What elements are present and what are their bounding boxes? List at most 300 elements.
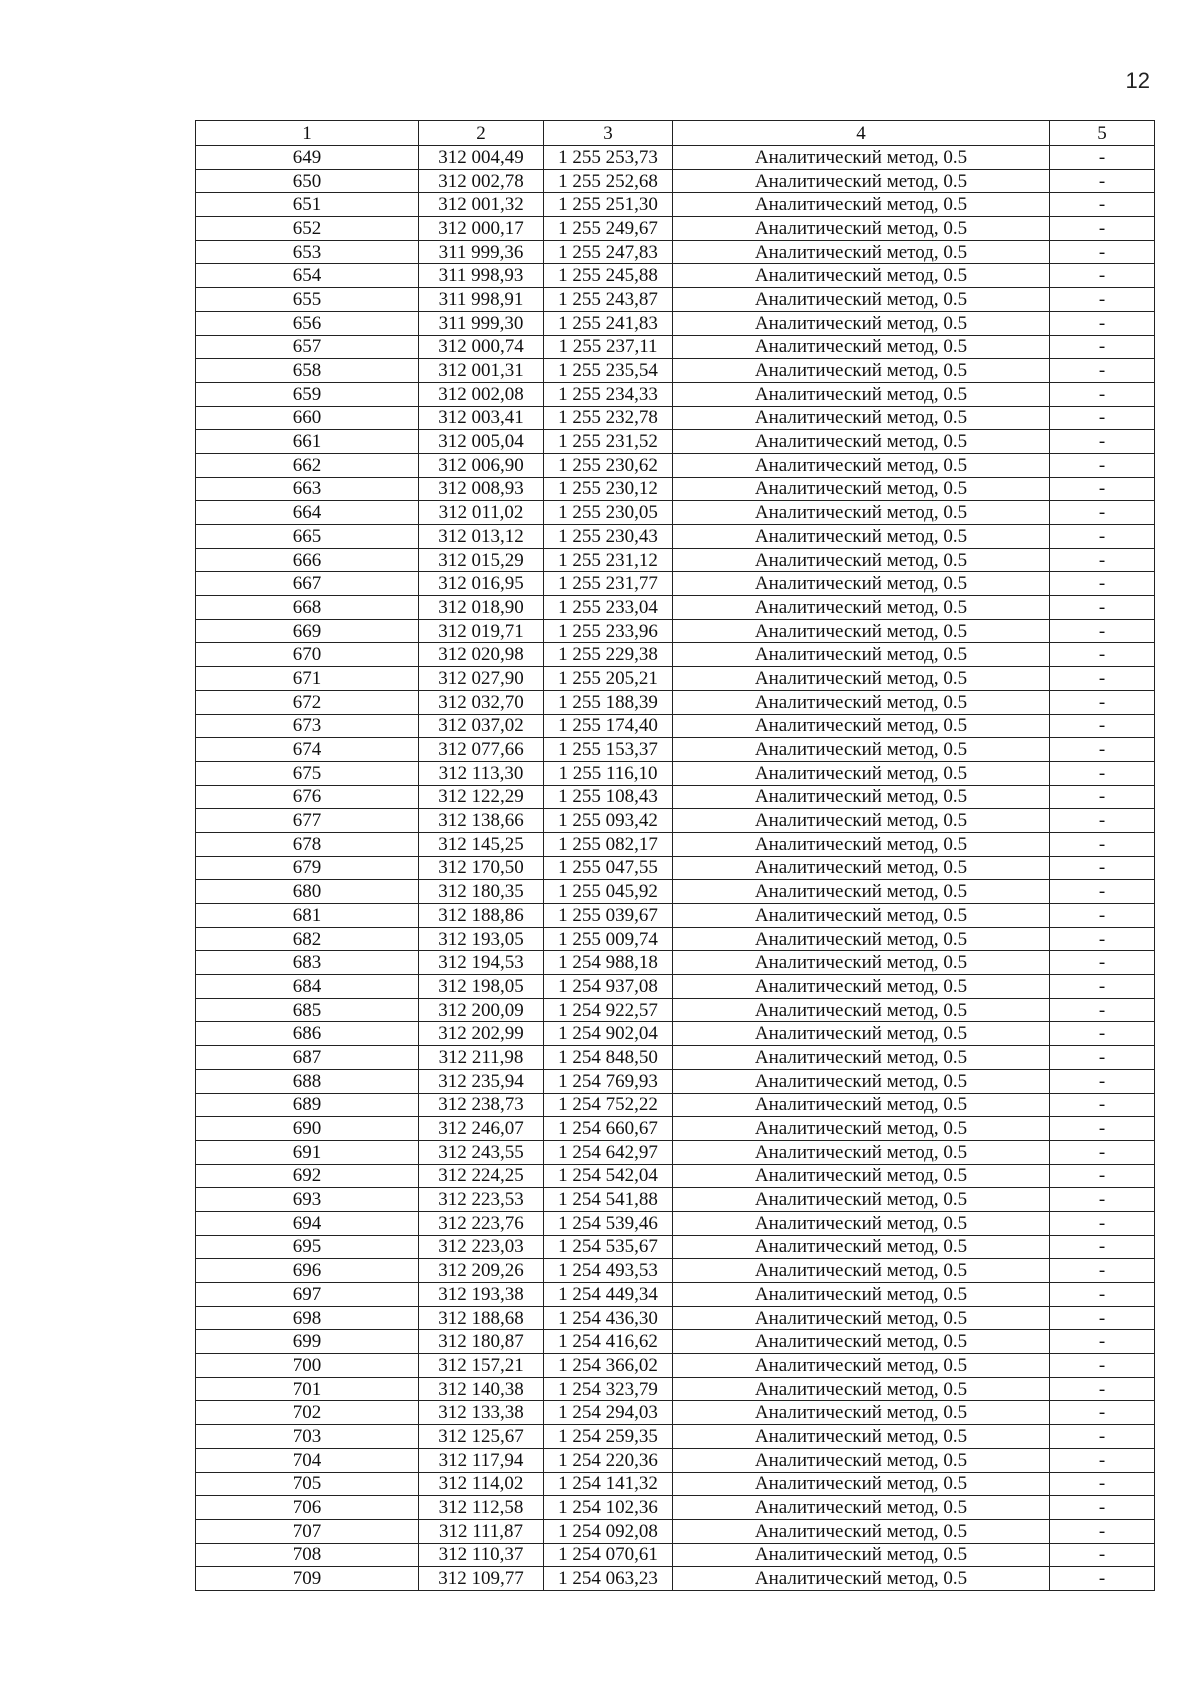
x-coordinate-cell: 312 112,58 [419, 1496, 544, 1520]
point-number-cell: 708 [196, 1543, 419, 1567]
method-cell: Аналитический метод, 0.5 [673, 1425, 1050, 1449]
table-row [196, 761, 1155, 785]
table-row [196, 453, 1155, 477]
x-coordinate-cell: 312 133,38 [419, 1401, 544, 1425]
y-coordinate-cell: 1 254 141,32 [544, 1472, 673, 1496]
x-coordinate-cell: 312 188,86 [419, 904, 544, 928]
note-cell: - [1050, 1235, 1155, 1259]
note-cell: - [1050, 146, 1155, 170]
x-coordinate-cell: 312 032,70 [419, 690, 544, 714]
method-cell: Аналитический метод, 0.5 [673, 335, 1050, 359]
x-coordinate-cell: 312 001,32 [419, 193, 544, 217]
point-number-cell: 655 [196, 288, 419, 312]
y-coordinate-cell: 1 254 259,35 [544, 1425, 673, 1449]
table-row [196, 1354, 1155, 1378]
note-cell: - [1050, 1330, 1155, 1354]
table-row [196, 998, 1155, 1022]
y-coordinate-cell: 1 255 039,67 [544, 904, 673, 928]
x-coordinate-cell: 312 138,66 [419, 809, 544, 833]
point-number-cell: 667 [196, 572, 419, 596]
y-coordinate-cell: 1 255 230,62 [544, 453, 673, 477]
method-cell: Аналитический метод, 0.5 [673, 1401, 1050, 1425]
x-coordinate-cell: 312 235,94 [419, 1069, 544, 1093]
note-cell: - [1050, 832, 1155, 856]
method-cell: Аналитический метод, 0.5 [673, 264, 1050, 288]
point-number-cell: 696 [196, 1259, 419, 1283]
point-number-cell: 699 [196, 1330, 419, 1354]
x-coordinate-cell: 312 000,74 [419, 335, 544, 359]
method-cell: Аналитический метод, 0.5 [673, 619, 1050, 643]
point-number-cell: 670 [196, 643, 419, 667]
note-cell: - [1050, 1306, 1155, 1330]
x-coordinate-cell: 312 202,99 [419, 1022, 544, 1046]
table-row [196, 1519, 1155, 1543]
table-row [196, 146, 1155, 170]
table-row [196, 809, 1155, 833]
x-coordinate-cell: 312 002,78 [419, 169, 544, 193]
y-coordinate-cell: 1 255 174,40 [544, 714, 673, 738]
method-cell: Аналитический метод, 0.5 [673, 927, 1050, 951]
table-row [196, 951, 1155, 975]
method-cell: Аналитический метод, 0.5 [673, 406, 1050, 430]
table-row [196, 359, 1155, 383]
point-number-cell: 697 [196, 1283, 419, 1307]
note-cell: - [1050, 477, 1155, 501]
note-cell: - [1050, 904, 1155, 928]
coordinates-table [195, 120, 1155, 1591]
y-coordinate-cell: 1 255 108,43 [544, 785, 673, 809]
method-cell: Аналитический метод, 0.5 [673, 1567, 1050, 1591]
point-number-cell: 664 [196, 501, 419, 525]
point-number-cell: 692 [196, 1164, 419, 1188]
note-cell: - [1050, 382, 1155, 406]
y-coordinate-cell: 1 255 231,12 [544, 548, 673, 572]
method-cell: Аналитический метод, 0.5 [673, 1140, 1050, 1164]
y-coordinate-cell: 1 254 660,67 [544, 1117, 673, 1141]
y-coordinate-cell: 1 254 539,46 [544, 1211, 673, 1235]
point-number-cell: 649 [196, 146, 419, 170]
table-row [196, 1140, 1155, 1164]
note-cell: - [1050, 1519, 1155, 1543]
x-coordinate-cell: 312 125,67 [419, 1425, 544, 1449]
column-header-5: 5 [1050, 121, 1155, 146]
note-cell: - [1050, 240, 1155, 264]
column-header-1: 1 [196, 121, 419, 146]
point-number-cell: 653 [196, 240, 419, 264]
y-coordinate-cell: 1 255 009,74 [544, 927, 673, 951]
x-coordinate-cell: 312 117,94 [419, 1448, 544, 1472]
note-cell: - [1050, 714, 1155, 738]
x-coordinate-cell: 312 004,49 [419, 146, 544, 170]
note-cell: - [1050, 193, 1155, 217]
table-row [196, 1164, 1155, 1188]
table-row [196, 1259, 1155, 1283]
x-coordinate-cell: 312 037,02 [419, 714, 544, 738]
point-number-cell: 650 [196, 169, 419, 193]
note-cell: - [1050, 501, 1155, 525]
table-row [196, 785, 1155, 809]
note-cell: - [1050, 1069, 1155, 1093]
method-cell: Аналитический метод, 0.5 [673, 169, 1050, 193]
point-number-cell: 658 [196, 359, 419, 383]
y-coordinate-cell: 1 255 235,54 [544, 359, 673, 383]
table-row [196, 217, 1155, 241]
x-coordinate-cell: 312 194,53 [419, 951, 544, 975]
method-cell: Аналитический метод, 0.5 [673, 311, 1050, 335]
y-coordinate-cell: 1 255 153,37 [544, 738, 673, 762]
x-coordinate-cell: 312 223,76 [419, 1211, 544, 1235]
table-row [196, 264, 1155, 288]
y-coordinate-cell: 1 254 535,67 [544, 1235, 673, 1259]
method-cell: Аналитический метод, 0.5 [673, 572, 1050, 596]
point-number-cell: 672 [196, 690, 419, 714]
x-coordinate-cell: 312 000,17 [419, 217, 544, 241]
method-cell: Аналитический метод, 0.5 [673, 690, 1050, 714]
method-cell: Аналитический метод, 0.5 [673, 1259, 1050, 1283]
method-cell: Аналитический метод, 0.5 [673, 951, 1050, 975]
y-coordinate-cell: 1 254 220,36 [544, 1448, 673, 1472]
point-number-cell: 681 [196, 904, 419, 928]
point-number-cell: 677 [196, 809, 419, 833]
note-cell: - [1050, 1093, 1155, 1117]
y-coordinate-cell: 1 254 988,18 [544, 951, 673, 975]
y-coordinate-cell: 1 255 245,88 [544, 264, 673, 288]
table-row [196, 382, 1155, 406]
method-cell: Аналитический метод, 0.5 [673, 975, 1050, 999]
y-coordinate-cell: 1 255 234,33 [544, 382, 673, 406]
y-coordinate-cell: 1 255 241,83 [544, 311, 673, 335]
method-cell: Аналитический метод, 0.5 [673, 193, 1050, 217]
x-coordinate-cell: 312 011,02 [419, 501, 544, 525]
method-cell: Аналитический метод, 0.5 [673, 1472, 1050, 1496]
y-coordinate-cell: 1 254 542,04 [544, 1164, 673, 1188]
table-row [196, 1188, 1155, 1212]
point-number-cell: 689 [196, 1093, 419, 1117]
x-coordinate-cell: 312 114,02 [419, 1472, 544, 1496]
note-cell: - [1050, 359, 1155, 383]
y-coordinate-cell: 1 254 541,88 [544, 1188, 673, 1212]
y-coordinate-cell: 1 254 752,22 [544, 1093, 673, 1117]
y-coordinate-cell: 1 254 449,34 [544, 1283, 673, 1307]
x-coordinate-cell: 312 170,50 [419, 856, 544, 880]
point-number-cell: 671 [196, 667, 419, 691]
note-cell: - [1050, 1377, 1155, 1401]
x-coordinate-cell: 311 998,93 [419, 264, 544, 288]
note-cell: - [1050, 1543, 1155, 1567]
x-coordinate-cell: 312 224,25 [419, 1164, 544, 1188]
table-row [196, 832, 1155, 856]
point-number-cell: 669 [196, 619, 419, 643]
y-coordinate-cell: 1 255 093,42 [544, 809, 673, 833]
point-number-cell: 695 [196, 1235, 419, 1259]
point-number-cell: 702 [196, 1401, 419, 1425]
point-number-cell: 675 [196, 761, 419, 785]
method-cell: Аналитический метод, 0.5 [673, 1496, 1050, 1520]
method-cell: Аналитический метод, 0.5 [673, 596, 1050, 620]
method-cell: Аналитический метод, 0.5 [673, 1306, 1050, 1330]
point-number-cell: 666 [196, 548, 419, 572]
y-coordinate-cell: 1 254 063,23 [544, 1567, 673, 1591]
method-cell: Аналитический метод, 0.5 [673, 714, 1050, 738]
method-cell: Аналитический метод, 0.5 [673, 1283, 1050, 1307]
note-cell: - [1050, 761, 1155, 785]
point-number-cell: 661 [196, 430, 419, 454]
table-row [196, 525, 1155, 549]
table-row [196, 1306, 1155, 1330]
note-cell: - [1050, 453, 1155, 477]
method-cell: Аналитический метод, 0.5 [673, 738, 1050, 762]
note-cell: - [1050, 1140, 1155, 1164]
note-cell: - [1050, 1283, 1155, 1307]
x-coordinate-cell: 312 223,03 [419, 1235, 544, 1259]
table-row [196, 288, 1155, 312]
y-coordinate-cell: 1 255 253,73 [544, 146, 673, 170]
table-row [196, 193, 1155, 217]
y-coordinate-cell: 1 254 070,61 [544, 1543, 673, 1567]
point-number-cell: 678 [196, 832, 419, 856]
x-coordinate-cell: 312 223,53 [419, 1188, 544, 1212]
table-row [196, 643, 1155, 667]
table-row [196, 1496, 1155, 1520]
method-cell: Аналитический метод, 0.5 [673, 856, 1050, 880]
x-coordinate-cell: 312 020,98 [419, 643, 544, 667]
method-cell: Аналитический метод, 0.5 [673, 1235, 1050, 1259]
table-row [196, 477, 1155, 501]
point-number-cell: 668 [196, 596, 419, 620]
table-row [196, 1567, 1155, 1591]
method-cell: Аналитический метод, 0.5 [673, 240, 1050, 264]
x-coordinate-cell: 312 003,41 [419, 406, 544, 430]
method-cell: Аналитический метод, 0.5 [673, 1164, 1050, 1188]
table-row [196, 430, 1155, 454]
page-number: 12 [1125, 68, 1150, 93]
table-row [196, 1235, 1155, 1259]
x-coordinate-cell: 312 111,87 [419, 1519, 544, 1543]
note-cell: - [1050, 643, 1155, 667]
point-number-cell: 700 [196, 1354, 419, 1378]
x-coordinate-cell: 312 122,29 [419, 785, 544, 809]
point-number-cell: 709 [196, 1567, 419, 1591]
x-coordinate-cell: 312 002,08 [419, 382, 544, 406]
table-header [196, 121, 1155, 146]
x-coordinate-cell: 311 999,36 [419, 240, 544, 264]
table-row [196, 1211, 1155, 1235]
table-row [196, 169, 1155, 193]
y-coordinate-cell: 1 254 642,97 [544, 1140, 673, 1164]
note-cell: - [1050, 572, 1155, 596]
table-row [196, 1425, 1155, 1449]
point-number-cell: 682 [196, 927, 419, 951]
point-number-cell: 657 [196, 335, 419, 359]
note-cell: - [1050, 1354, 1155, 1378]
table-row [196, 856, 1155, 880]
method-cell: Аналитический метод, 0.5 [673, 761, 1050, 785]
y-coordinate-cell: 1 254 902,04 [544, 1022, 673, 1046]
y-coordinate-cell: 1 255 188,39 [544, 690, 673, 714]
table-row [196, 904, 1155, 928]
point-number-cell: 683 [196, 951, 419, 975]
note-cell: - [1050, 975, 1155, 999]
note-cell: - [1050, 1425, 1155, 1449]
note-cell: - [1050, 1022, 1155, 1046]
table-row [196, 501, 1155, 525]
x-coordinate-cell: 312 001,31 [419, 359, 544, 383]
x-coordinate-cell: 312 243,55 [419, 1140, 544, 1164]
method-cell: Аналитический метод, 0.5 [673, 548, 1050, 572]
y-coordinate-cell: 1 255 116,10 [544, 761, 673, 785]
table-row [196, 1046, 1155, 1070]
table-row [196, 619, 1155, 643]
y-coordinate-cell: 1 255 045,92 [544, 880, 673, 904]
x-coordinate-cell: 312 140,38 [419, 1377, 544, 1401]
table-row [196, 1117, 1155, 1141]
y-coordinate-cell: 1 255 249,67 [544, 217, 673, 241]
point-number-cell: 688 [196, 1069, 419, 1093]
point-number-cell: 706 [196, 1496, 419, 1520]
y-coordinate-cell: 1 254 922,57 [544, 998, 673, 1022]
method-cell: Аналитический метод, 0.5 [673, 809, 1050, 833]
method-cell: Аналитический метод, 0.5 [673, 288, 1050, 312]
note-cell: - [1050, 406, 1155, 430]
y-coordinate-cell: 1 255 232,78 [544, 406, 673, 430]
table-row [196, 927, 1155, 951]
x-coordinate-cell: 312 180,35 [419, 880, 544, 904]
y-coordinate-cell: 1 255 082,17 [544, 832, 673, 856]
method-cell: Аналитический метод, 0.5 [673, 785, 1050, 809]
y-coordinate-cell: 1 254 323,79 [544, 1377, 673, 1401]
x-coordinate-cell: 312 246,07 [419, 1117, 544, 1141]
table-row [196, 335, 1155, 359]
y-coordinate-cell: 1 255 252,68 [544, 169, 673, 193]
x-coordinate-cell: 312 019,71 [419, 619, 544, 643]
note-cell: - [1050, 311, 1155, 335]
table-row [196, 1069, 1155, 1093]
note-cell: - [1050, 1164, 1155, 1188]
column-header-3: 3 [544, 121, 673, 146]
x-coordinate-cell: 312 013,12 [419, 525, 544, 549]
x-coordinate-cell: 312 077,66 [419, 738, 544, 762]
point-number-cell: 680 [196, 880, 419, 904]
y-coordinate-cell: 1 255 243,87 [544, 288, 673, 312]
note-cell: - [1050, 951, 1155, 975]
note-cell: - [1050, 667, 1155, 691]
note-cell: - [1050, 1448, 1155, 1472]
point-number-cell: 684 [196, 975, 419, 999]
method-cell: Аналитический метод, 0.5 [673, 832, 1050, 856]
method-cell: Аналитический метод, 0.5 [673, 1377, 1050, 1401]
note-cell: - [1050, 525, 1155, 549]
table-row [196, 1093, 1155, 1117]
x-coordinate-cell: 312 238,73 [419, 1093, 544, 1117]
point-number-cell: 679 [196, 856, 419, 880]
point-number-cell: 693 [196, 1188, 419, 1212]
table-row [196, 714, 1155, 738]
x-coordinate-cell: 312 005,04 [419, 430, 544, 454]
table-row [196, 1448, 1155, 1472]
note-cell: - [1050, 785, 1155, 809]
x-coordinate-cell: 312 198,05 [419, 975, 544, 999]
x-coordinate-cell: 312 193,38 [419, 1283, 544, 1307]
x-coordinate-cell: 312 211,98 [419, 1046, 544, 1070]
method-cell: Аналитический метод, 0.5 [673, 1093, 1050, 1117]
table-row [196, 880, 1155, 904]
method-cell: Аналитический метод, 0.5 [673, 1046, 1050, 1070]
point-number-cell: 652 [196, 217, 419, 241]
x-coordinate-cell: 312 110,37 [419, 1543, 544, 1567]
y-coordinate-cell: 1 255 237,11 [544, 335, 673, 359]
point-number-cell: 674 [196, 738, 419, 762]
x-coordinate-cell: 312 200,09 [419, 998, 544, 1022]
y-coordinate-cell: 1 255 230,43 [544, 525, 673, 549]
point-number-cell: 685 [196, 998, 419, 1022]
y-coordinate-cell: 1 255 230,05 [544, 501, 673, 525]
note-cell: - [1050, 1188, 1155, 1212]
y-coordinate-cell: 1 255 205,21 [544, 667, 673, 691]
x-coordinate-cell: 312 209,26 [419, 1259, 544, 1283]
note-cell: - [1050, 690, 1155, 714]
table-row [196, 572, 1155, 596]
note-cell: - [1050, 217, 1155, 241]
note-cell: - [1050, 1401, 1155, 1425]
table-row [196, 690, 1155, 714]
y-coordinate-cell: 1 255 047,55 [544, 856, 673, 880]
method-cell: Аналитический метод, 0.5 [673, 1354, 1050, 1378]
note-cell: - [1050, 809, 1155, 833]
table-row [196, 738, 1155, 762]
method-cell: Аналитический метод, 0.5 [673, 643, 1050, 667]
point-number-cell: 654 [196, 264, 419, 288]
method-cell: Аналитический метод, 0.5 [673, 1448, 1050, 1472]
note-cell: - [1050, 335, 1155, 359]
note-cell: - [1050, 738, 1155, 762]
point-number-cell: 691 [196, 1140, 419, 1164]
method-cell: Аналитический метод, 0.5 [673, 217, 1050, 241]
point-number-cell: 665 [196, 525, 419, 549]
method-cell: Аналитический метод, 0.5 [673, 667, 1050, 691]
method-cell: Аналитический метод, 0.5 [673, 1543, 1050, 1567]
method-cell: Аналитический метод, 0.5 [673, 1519, 1050, 1543]
point-number-cell: 663 [196, 477, 419, 501]
table-row [196, 1472, 1155, 1496]
note-cell: - [1050, 927, 1155, 951]
x-coordinate-cell: 311 998,91 [419, 288, 544, 312]
table-row [196, 1401, 1155, 1425]
method-cell: Аналитический метод, 0.5 [673, 1188, 1050, 1212]
method-cell: Аналитический метод, 0.5 [673, 501, 1050, 525]
column-header-2: 2 [419, 121, 544, 146]
note-cell: - [1050, 880, 1155, 904]
table-row [196, 1330, 1155, 1354]
table-body [196, 146, 1155, 1591]
y-coordinate-cell: 1 254 416,62 [544, 1330, 673, 1354]
note-cell: - [1050, 856, 1155, 880]
y-coordinate-cell: 1 254 092,08 [544, 1519, 673, 1543]
y-coordinate-cell: 1 254 102,36 [544, 1496, 673, 1520]
point-number-cell: 676 [196, 785, 419, 809]
point-number-cell: 659 [196, 382, 419, 406]
y-coordinate-cell: 1 254 366,02 [544, 1354, 673, 1378]
y-coordinate-cell: 1 254 769,93 [544, 1069, 673, 1093]
x-coordinate-cell: 312 188,68 [419, 1306, 544, 1330]
y-coordinate-cell: 1 254 436,30 [544, 1306, 673, 1330]
y-coordinate-cell: 1 255 230,12 [544, 477, 673, 501]
point-number-cell: 662 [196, 453, 419, 477]
x-coordinate-cell: 312 109,77 [419, 1567, 544, 1591]
y-coordinate-cell: 1 255 247,83 [544, 240, 673, 264]
column-header-4: 4 [673, 121, 1050, 146]
y-coordinate-cell: 1 255 233,96 [544, 619, 673, 643]
header-row [196, 121, 1155, 146]
